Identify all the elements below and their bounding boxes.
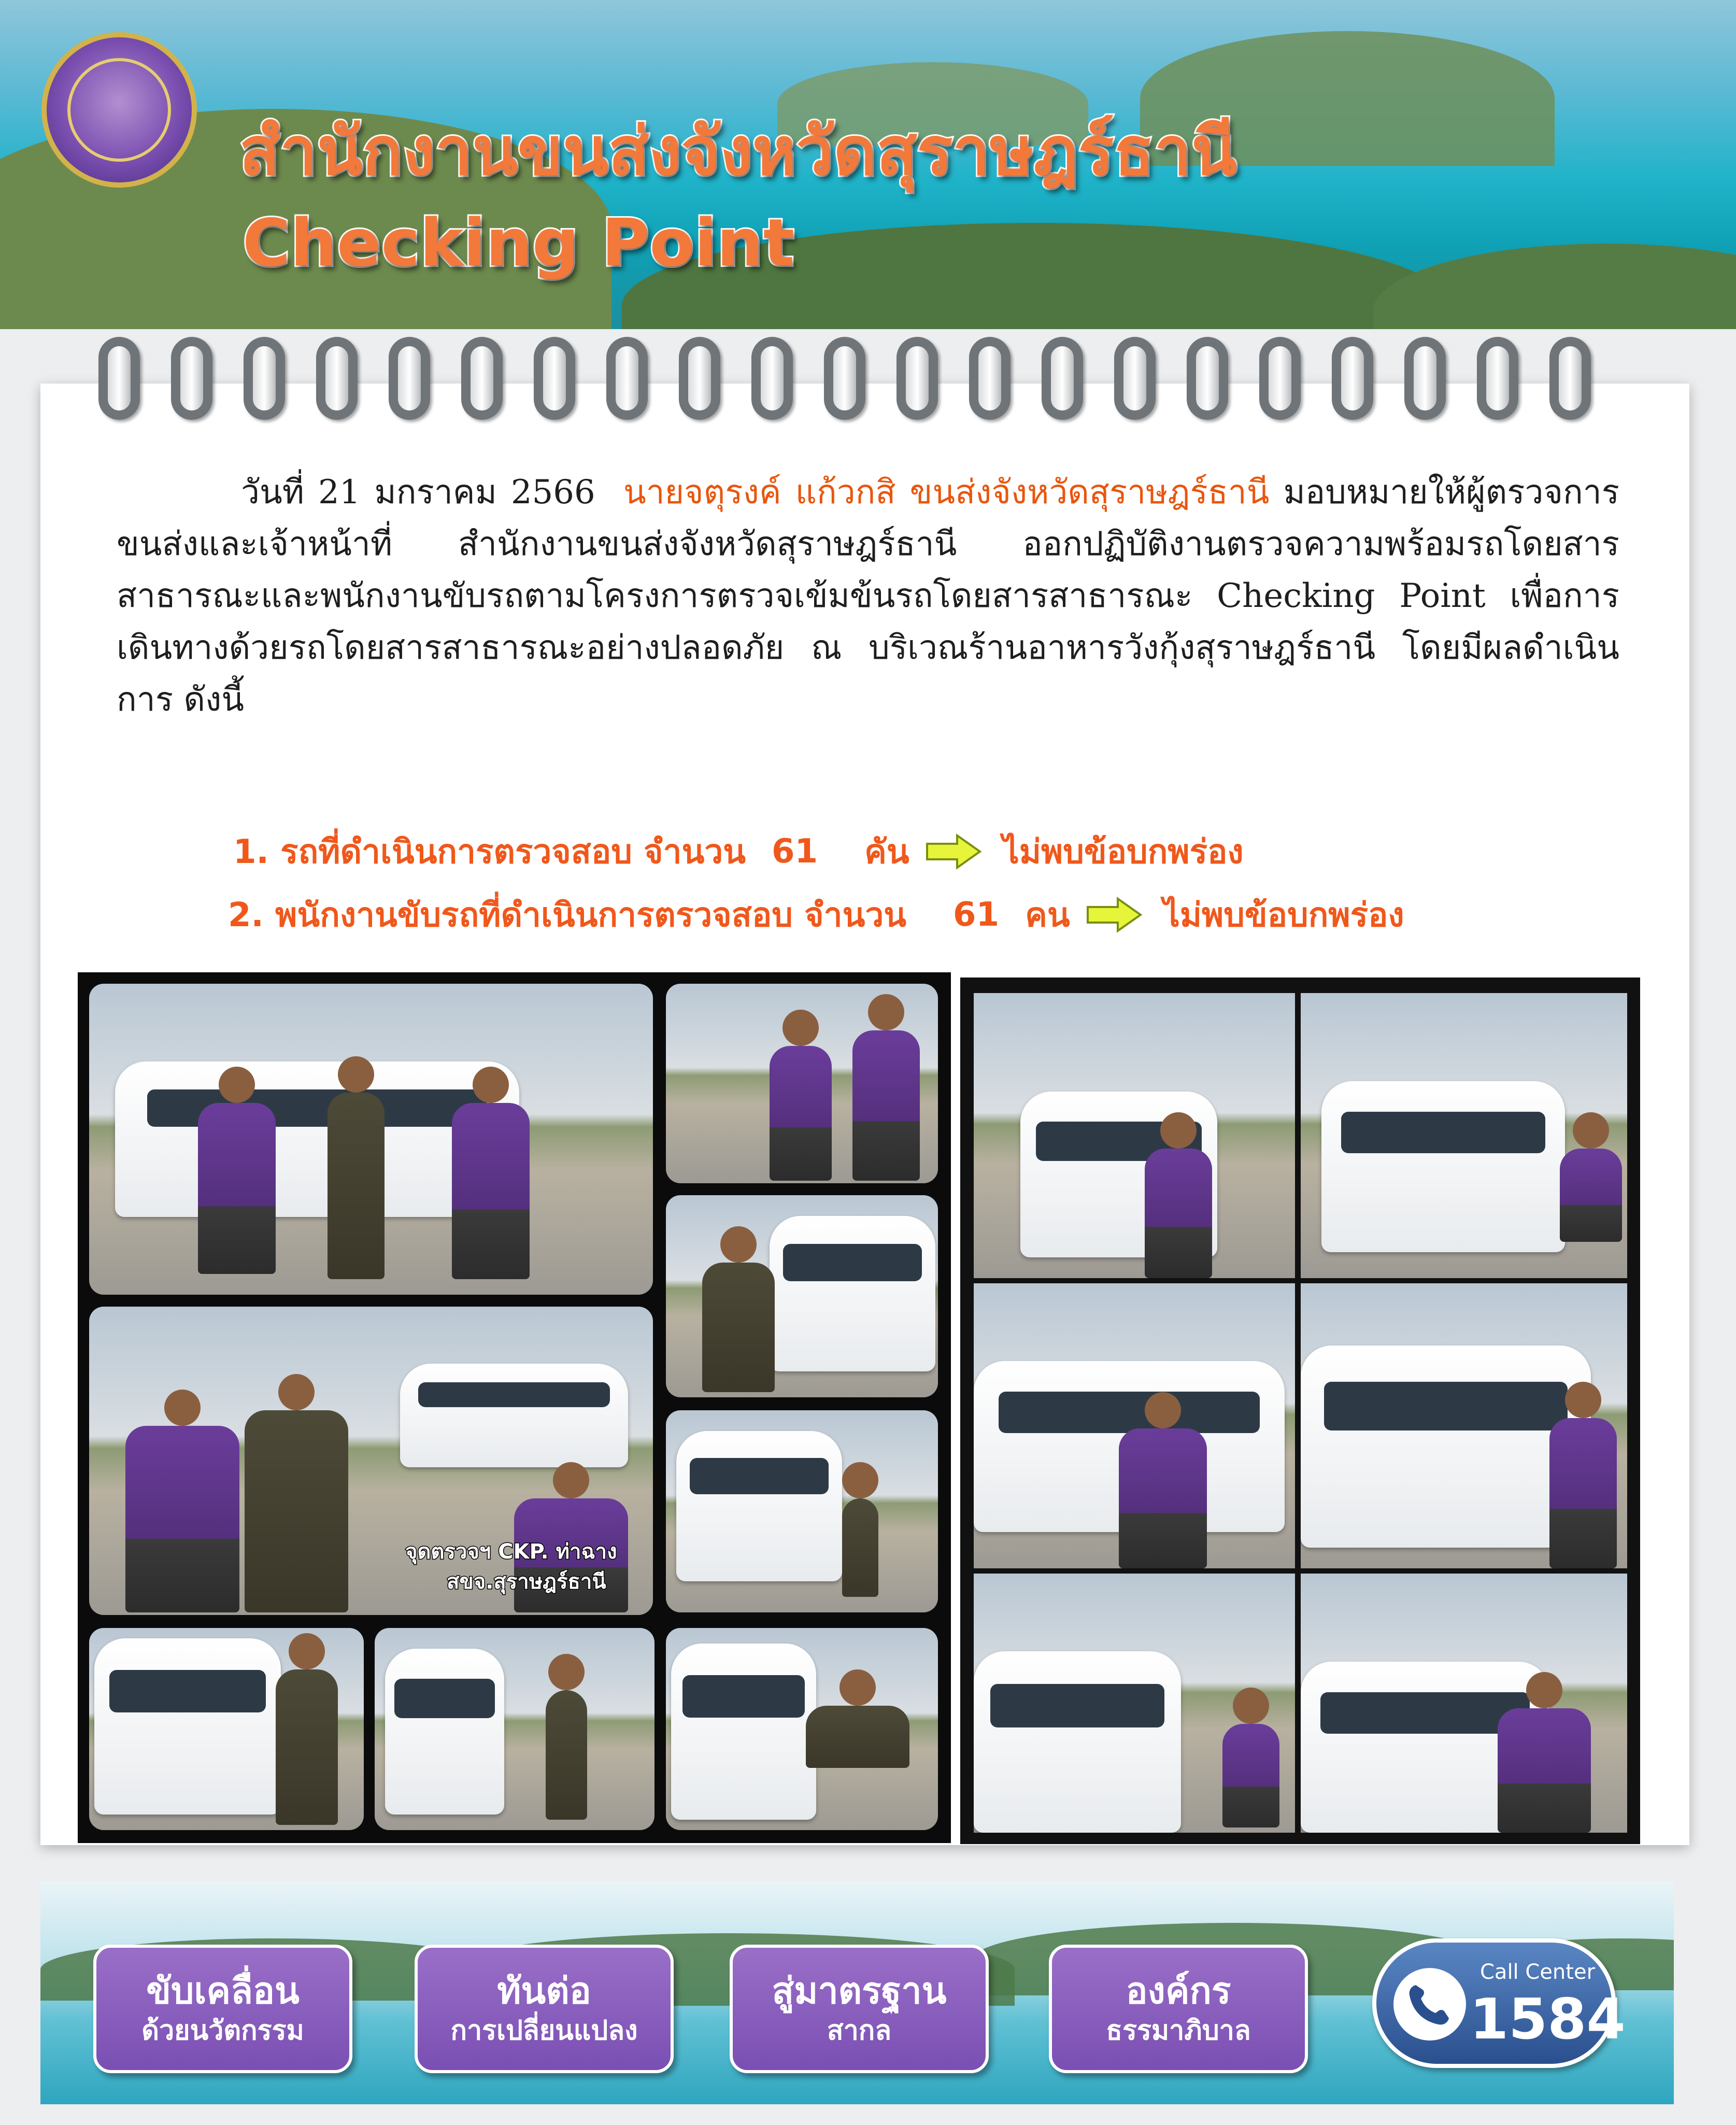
call-center-number: 1584 <box>1470 1987 1626 2052</box>
pill-heading: ขับเคลื่อน <box>146 1970 300 2012</box>
report-body: มอบหมายให้ผู้ตรวจการขนส่งและเจ้าหน้าที่ สำนักงานขนส่งจังหวัดสุราษฎร์ธานี ออกปฏิบัติงานตรวจความพร้อมรถโดยสารสาธารณะและพนักงานขับรถตามโครงการตรวจเข้มข้นรถโดยสารสาธารณะ Checking Point เพื่อการเดินทางด้วยรถโดยสารสาธารณะอย่างปลอดภัย ณ บริเวณร้านอาหารวังกุ้งสุราษฎร์ธานี โดยมีผลดำเนินการ ดังนี้ <box>117 473 1620 719</box>
header-banner <box>0 0 1736 329</box>
value-pill-standard <box>730 1945 989 2073</box>
result-count: 61 <box>953 896 1000 934</box>
photo-officer-at-van-door <box>666 1195 938 1397</box>
photo-caption-line2: สขจ.สุราษฎร์ธานี <box>447 1570 606 1594</box>
footer-banner <box>40 1881 1674 2104</box>
arrow-right-icon <box>1086 897 1143 933</box>
pill-subheading: ธรรมาภิบาล <box>1106 2015 1251 2046</box>
phone-icon <box>1391 1965 1469 2043</box>
pill-heading: องค์กร <box>1126 1970 1231 2012</box>
photo-collage-left <box>78 972 951 1843</box>
value-pill-innovation <box>93 1945 352 2073</box>
result-vehicles <box>233 825 1244 878</box>
pill-heading: สู่มาตรฐาน <box>772 1970 947 2012</box>
report-paragraph <box>117 466 1619 726</box>
pill-subheading: สากล <box>827 2015 892 2046</box>
pill-subheading: ด้วยนวัตกรรม <box>141 2015 304 2046</box>
spiral-binding <box>98 337 1638 425</box>
value-pill-change <box>415 1945 674 2073</box>
photo-vest-inspector-wheel <box>1301 993 1627 1278</box>
pill-subheading: การเปลี่ยนแปลง <box>450 2015 638 2046</box>
photo-collage-right <box>960 978 1640 1844</box>
photo-vest-inspector-side-door <box>974 1283 1295 1568</box>
result-unit: คัน <box>864 833 909 871</box>
call-center-badge[interactable] <box>1372 1938 1626 2068</box>
photo-vest-inspector-close <box>1301 1574 1627 1833</box>
photo-vest-inspector-window <box>1301 1283 1627 1568</box>
photo-vest-inspector-van-front <box>974 993 1295 1278</box>
value-pill-governance <box>1049 1945 1308 2073</box>
report-date: วันที่ 21 มกราคม 2566 <box>241 473 595 512</box>
arrow-right-icon <box>925 833 982 870</box>
official-name: นายจตุรงค์ แก้วกสิ ขนส่งจังหวัดสุราษฎร์ธานี <box>623 473 1270 512</box>
photo-wheel-inspection <box>666 1628 938 1830</box>
call-center-label: Call Center <box>1480 1960 1596 1984</box>
pill-heading: ทันต่อ <box>497 1970 591 2012</box>
photo-van-rear <box>375 1628 654 1830</box>
page-title-english: Checking Point <box>243 205 795 281</box>
result-label: 2. พนักงานขับรถที่ดำเนินการตรวจสอบ จำนวน <box>228 896 907 934</box>
photo-van-front <box>89 1628 364 1830</box>
result-unit: คน <box>1025 896 1070 934</box>
photo-checkpoint-tent <box>89 1307 653 1615</box>
photo-vest-inspector-van-rear <box>974 1574 1295 1833</box>
photo-inspectors-with-van <box>89 984 653 1295</box>
result-count: 61 <box>772 832 818 871</box>
result-outcome: ไม่พบข้อบกพร่อง <box>1163 896 1404 934</box>
department-seal-logo <box>41 32 197 188</box>
result-label: 1. รถที่ดำเนินการตรวจสอบ จำนวน <box>233 833 746 871</box>
page-title-thai: สำนักงานขนส่งจังหวัดสุราษฎร์ธานี <box>239 113 1237 190</box>
result-drivers <box>228 888 1404 941</box>
photo-document-check <box>666 984 938 1183</box>
photo-caption-line1: จุดตรวจฯ CKP. ท่าฉาง <box>405 1540 617 1564</box>
result-outcome: ไม่พบข้อบกพร่อง <box>1002 833 1244 871</box>
photo-tire-check <box>666 1410 938 1612</box>
